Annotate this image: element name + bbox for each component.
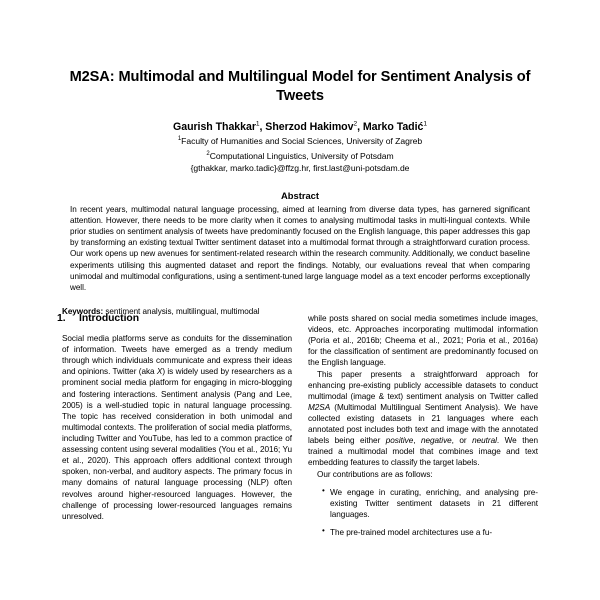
body-columns — [57, 313, 538, 545]
section-title: Introduction — [79, 313, 139, 324]
column-right — [308, 313, 538, 545]
author-list: Gaurish Thakkar$^1$, Sherzod Hakimov$^2$, Marko Tadić$^1$ — [173, 120, 427, 134]
abstract-section — [70, 190, 530, 293]
abstract-body: In recent years, multimodal natural language processing, aimed at learning from diverse data types, has garnered significant attention. However, there needs to be more clarity when it comes to analysing multimodal tasks in multi-lingual contexts. While prior studies on sentiment analysis of tweets have predominantly focused on the English language, this paper addresses this gap by transforming an existing textual Twitter sentiment dataset into a multimodal format through a straightforward curation process. Our work opens up new avenues for sentiment-related research within the research community. Additionally, we conduct baseline experiments utilising this augmented dataset and report the findings. Notably, our evaluations reveal that when comparing unimodal and multimodal configurations, using a sentiment-tuned large language model as a text encoder performs exceptionally well. — [70, 204, 530, 292]
author-emails: {gthakkar, marko.tadic}@ffzg.hr, first.last@uni-potsdam.de — [190, 162, 410, 173]
section-heading-introduction — [57, 313, 292, 324]
intro-paragraph-continued: while posts shared on social media sometimes include images, videos, etc. Approaches incorporating multimodal information (Poria et al., 2016b; Cheema et al., 2021; Poria et al., 2016a) for the classification of sentiment are predominantly focused on the English language. — [308, 314, 538, 368]
intro-paragraph-approach: This paper presents a straightforward approach for enhancing pre-existing publicly accessible datasets to conduct multimodal (image & text) sentiment analysis on Twitter called M2SA (Multimodal Multilingual Sentiment Analysis). We have collected existing datasets in 21 languages where each annotated post includes both text and image with the annotated labels being either positive, negative, or neutral. We then trained a multimodal model that combines image and text embedding features to classify the target labels. — [308, 369, 538, 468]
keywords-values: sentiment analysis, multilingual, multimodal — [105, 306, 260, 316]
intro-paragraph: Social media platforms serve as conduits for the dissemination of information. Tweets have emerged as a trendy medium through which individuals communicate and express their ideas and opinions. Twitter (aka X) is widely used by researchers as a prominent social media platform for engaging in micro-blogging and fostering interactions. Sentiment analysis (Pang and Lee, 2005) is a well-studied topic in natural language processing. The topic has received consideration in both unimodal and multimodal contexts. The proliferation of social media platforms, including Twitter and YouTube, has led to a common practice of assessing content using several modalities (You et al., 2016; Yu et al., 2020). This approach offers additional context through spoken, non-verbal, and auditory aspects. The primary focus in many domains of natural language processing (NLP) often revolves around higher-resourced languages. However, the challenge of processing lower-resourced languages remains unresolved. — [62, 334, 292, 521]
column-left — [57, 313, 292, 545]
list-item: • The pre-trained model architectures use a fu- — [322, 527, 538, 538]
abstract-heading: Abstract — [280, 189, 320, 201]
title-block — [0, 0, 600, 174]
page-title: M2SA: Multimodal and Multilingual Model for Sentiment Analysis of Tweets — [69, 69, 531, 104]
contributions-list — [308, 487, 538, 538]
list-item: • We engage in curating, enriching, and analysing pre-existing Twitter sentiment datasets in 21 different languages. — [322, 487, 538, 520]
contributions-intro: Our contributions are as follows: — [317, 469, 433, 479]
affiliation-line-2: $^2$Computational Linguistics, University of Potsdam — [206, 150, 394, 161]
affiliation-line-1: $^1$Faculty of Humanities and Social Sciences, University of Zagreb — [177, 136, 423, 147]
keywords-label: Keywords: — [62, 306, 104, 316]
section-number: 1. — [57, 313, 66, 324]
